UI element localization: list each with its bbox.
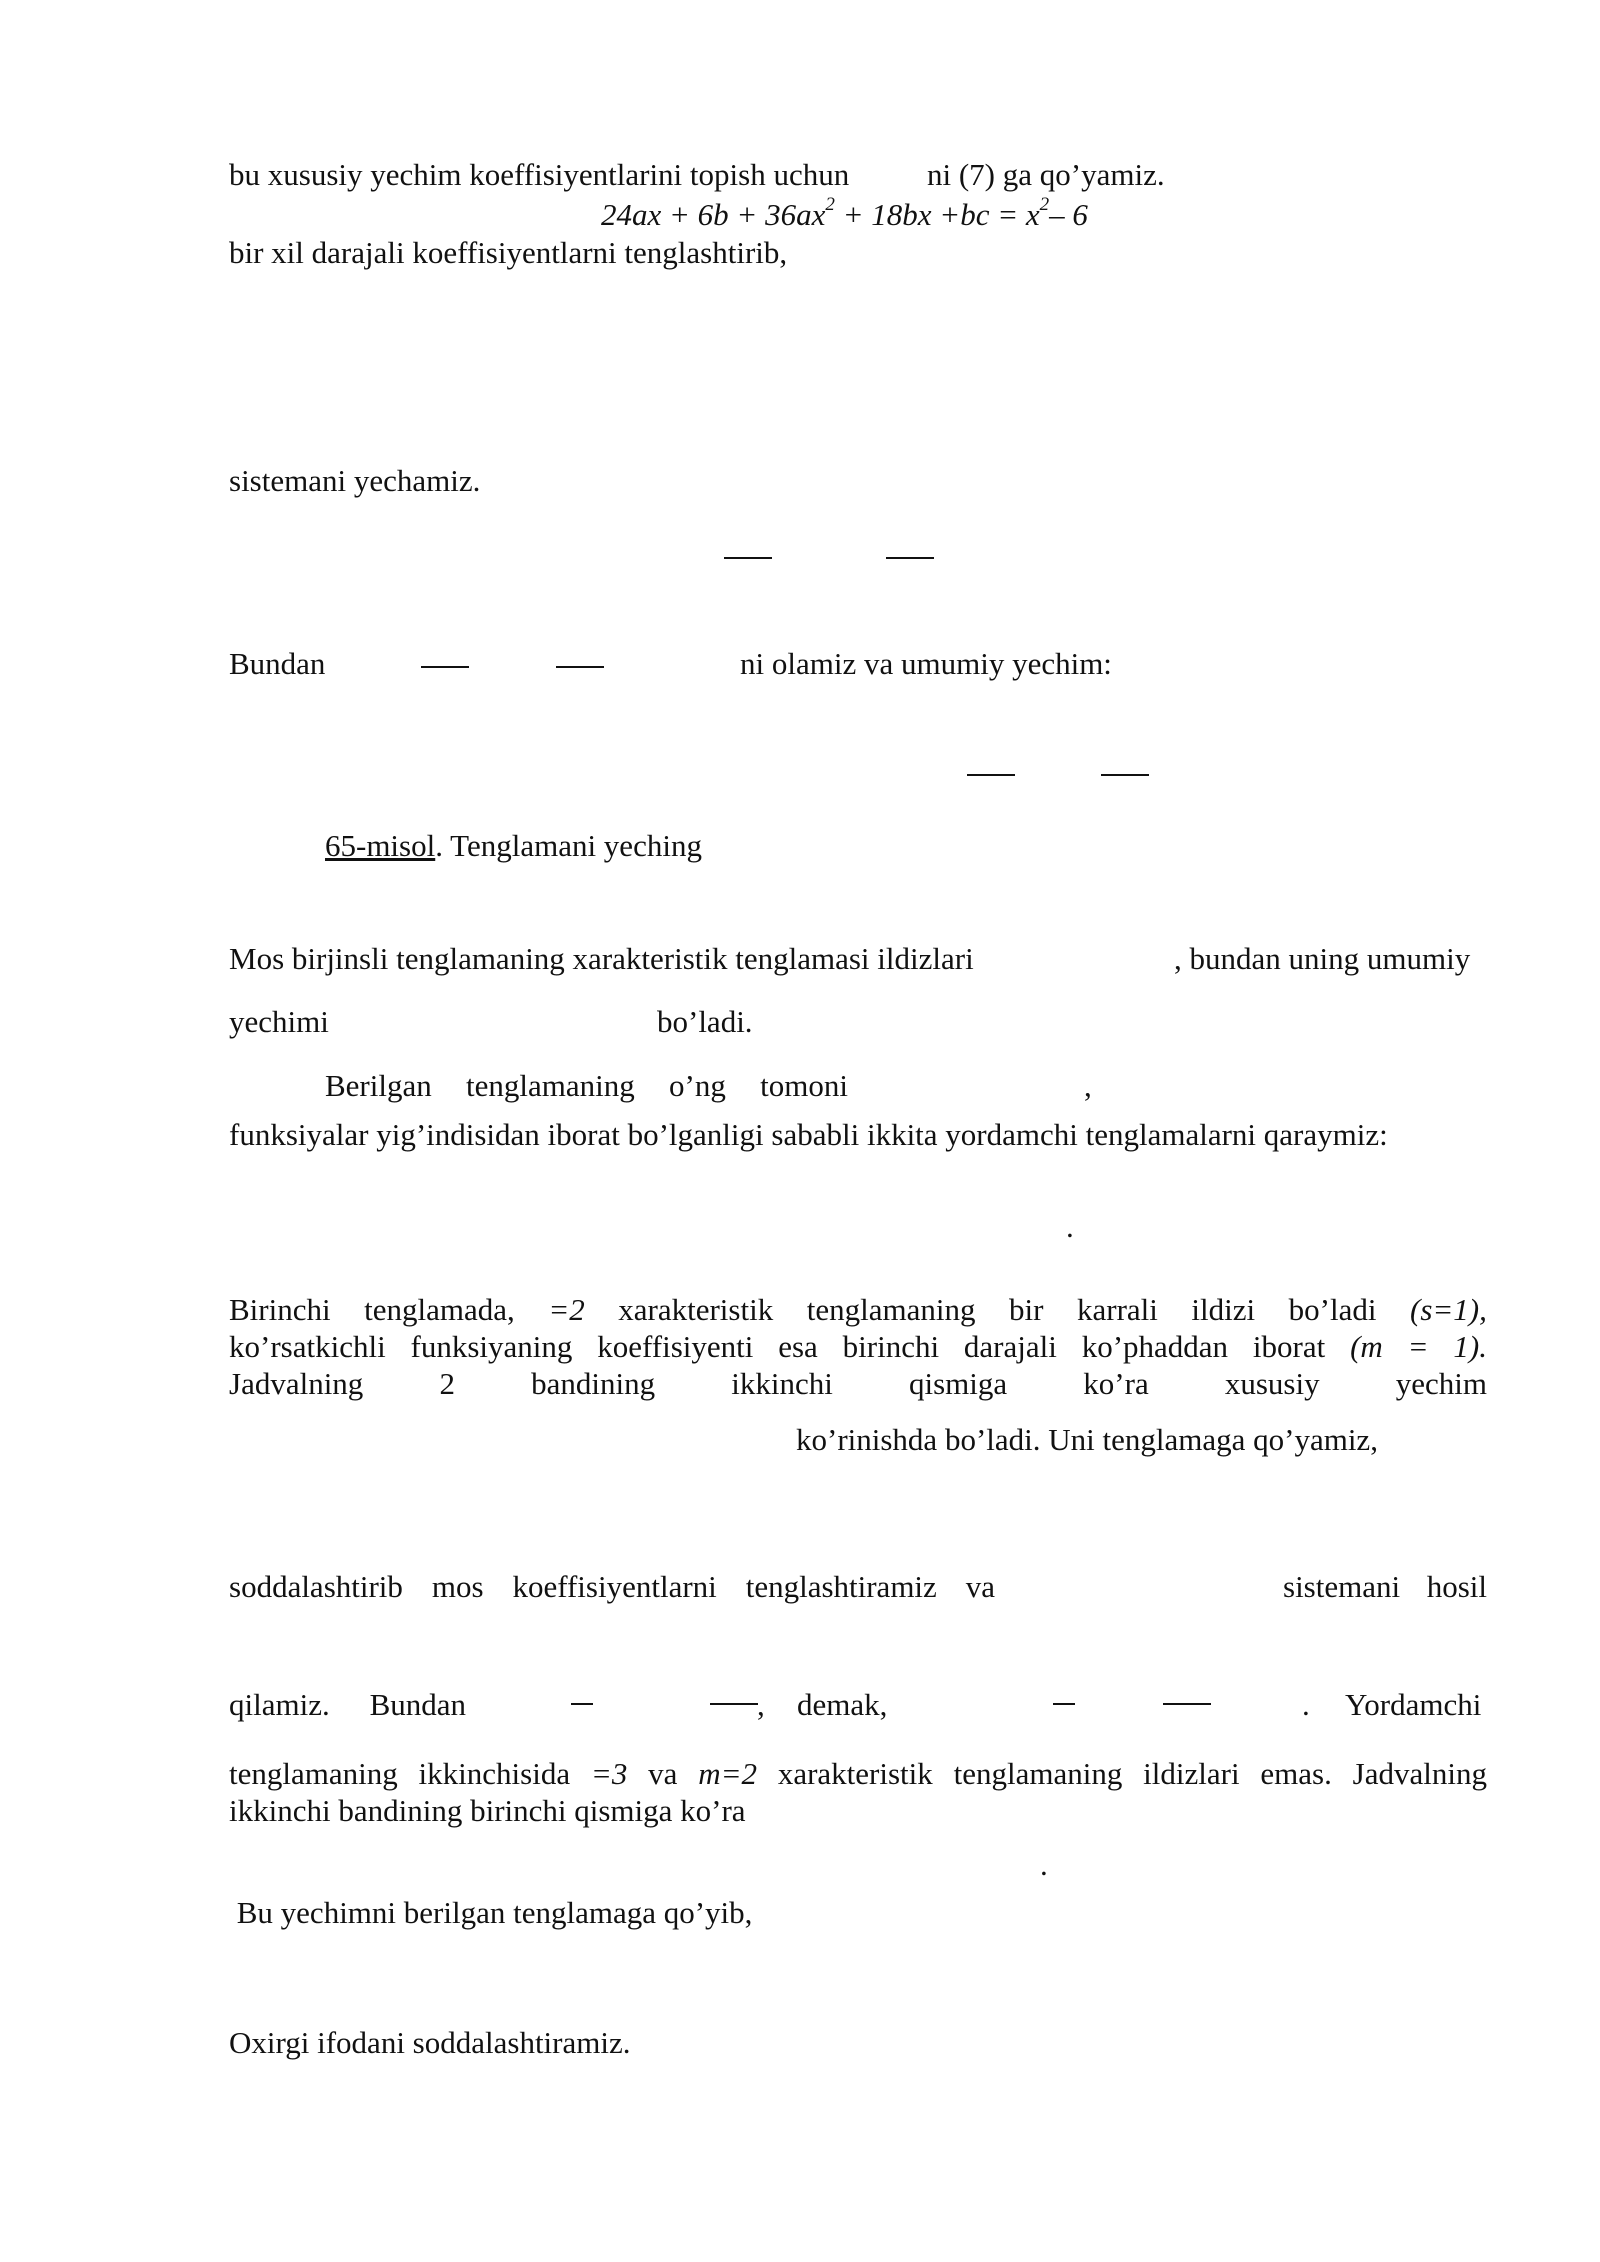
text-line: Mos birjinsli tenglamaning xarakteristik tenglamasi ildizlari: [229, 941, 974, 976]
text-line: ko’rsatkichli funksiyaning koeffisiyenti esa birinchi darajali ko’phaddan iborat (m = 1).: [229, 1329, 1487, 1364]
text-line: ni (7) ga qo’yamiz.: [927, 157, 1165, 192]
text-line: sistemani yechamiz.: [229, 463, 481, 498]
text-line: .: [1040, 1847, 1048, 1882]
equation: $24ax + 6b + 36ax^2 + 18bx +bc = x^2-$ 6: [601, 193, 1088, 232]
text-line: soddalashtirib mos koeffisiyentlarni tenglashtiramiz va: [229, 1569, 995, 1604]
fraction-bar: [967, 774, 1015, 776]
text-line: Berilgan tenglamaning o’ng tomoni: [325, 1068, 848, 1103]
fraction-bar: [571, 1703, 593, 1705]
fraction-bar: [421, 666, 469, 668]
fraction-bar: [724, 557, 772, 559]
text-line: bir xil darajali koeffisiyentlarni tenglashtirib,: [229, 235, 788, 270]
text-line: Bu yechimni berilgan tenglamaga qo’yib,: [229, 1895, 753, 1930]
text-line: ,: [757, 1687, 765, 1722]
text-line: sistemani hosil: [1283, 1569, 1487, 1604]
text-line: .: [1302, 1687, 1310, 1722]
text-line: ni olamiz va umumiy yechim:: [740, 646, 1112, 681]
fraction-bar: [1101, 774, 1149, 776]
text-line: bu xususiy yechim koeffisiyentlarini topish uchun: [229, 157, 850, 192]
text-line: , bundan uning umumiy: [1174, 941, 1471, 976]
text-line: ikkinchi bandining birinchi qismiga ko’ra: [229, 1793, 746, 1828]
text-line: bo’ladi.: [657, 1004, 753, 1039]
text-line: Birinchi tenglamada, =2 xarakteristik tenglamaning bir karrali ildizi bo’ladi (s=1),: [229, 1292, 1487, 1327]
fraction-bar: [1053, 1703, 1075, 1705]
text-line: ko’rinishda bo’ladi. Uni tenglamaga qo’yamiz,: [796, 1422, 1378, 1457]
text-line: demak,: [797, 1687, 888, 1722]
text-line: Oxirgi ifodani soddalashtiramiz.: [229, 2025, 631, 2060]
text-line: Bundan: [229, 646, 326, 681]
text-line: qilamiz. Bundan: [229, 1687, 466, 1722]
fraction-bar: [886, 557, 934, 559]
text-line: ,: [1084, 1068, 1092, 1103]
text-line: Yordamchi: [1345, 1687, 1482, 1722]
text-line: .: [1066, 1209, 1074, 1244]
text-line: Jadvalning 2 bandining ikkinchi qismiga ko’ra xususiy yechim: [229, 1366, 1487, 1401]
fraction-bar: [556, 666, 604, 668]
text-line: funksiyalar yig’indisidan iborat bo’lganligi sababli ikkita yordamchi tenglamalarni qaraymiz:: [229, 1117, 1388, 1152]
text-line: yechimi: [229, 1004, 329, 1039]
example-heading: 65-misol. Tenglamani yeching: [325, 828, 702, 863]
fraction-bar: [1163, 1703, 1211, 1705]
text-line: tenglamaning ikkinchisida =3 va m=2 xarakteristik tenglamaning ildizlari emas. Jadvalning: [229, 1756, 1487, 1791]
fraction-bar: [710, 1703, 758, 1705]
